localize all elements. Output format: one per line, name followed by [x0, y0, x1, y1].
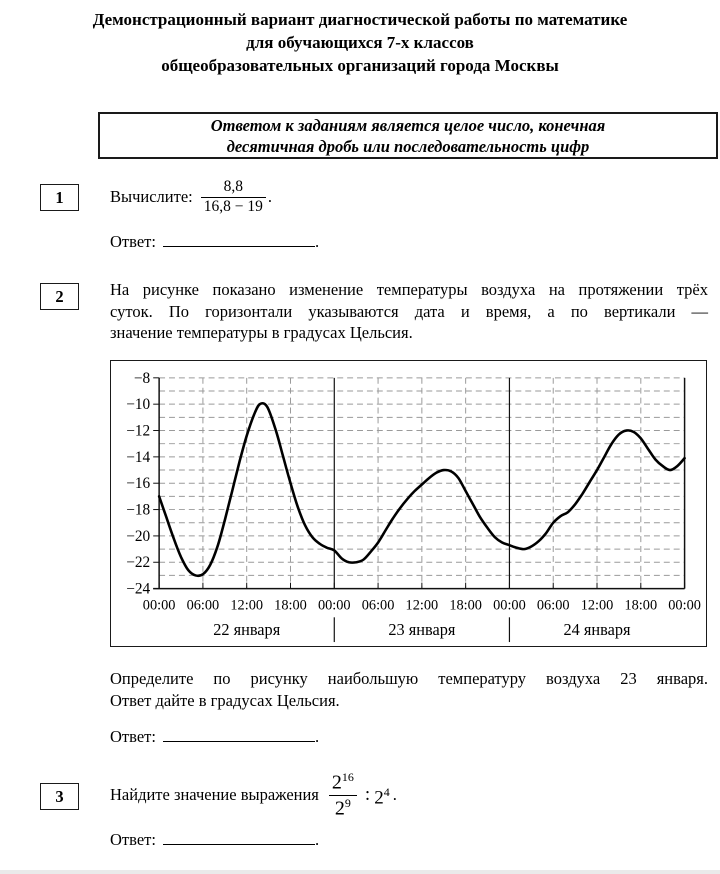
temperature-line-chart-svg: [111, 361, 706, 646]
fraction-numerator: 8,8: [223, 178, 243, 196]
problem-2-answer-line: [110, 726, 319, 747]
problem-2-number: 2: [55, 286, 64, 306]
day-label: 23 января: [388, 620, 456, 640]
x-axis-label: 00:00: [142, 597, 176, 614]
problem-1-statement: [110, 173, 272, 221]
y-axis-label: −18: [126, 501, 151, 519]
problem-3-period: .: [392, 785, 397, 805]
x-axis-label: 12:00: [580, 597, 614, 614]
problem-3-number-box: [40, 783, 79, 810]
page-bottom-edge: [0, 870, 720, 874]
fraction-denominator: $2^9$: [329, 795, 357, 820]
answer-period: .: [314, 727, 320, 746]
x-axis-label: 06:00: [186, 597, 220, 614]
x-axis-label: 00:00: [317, 597, 351, 614]
document-title: [0, 8, 720, 77]
y-axis-label: −8: [133, 369, 151, 387]
answer-period: .: [314, 232, 320, 251]
day-label: 22 января: [213, 620, 281, 640]
answer-label: Ответ:: [110, 830, 156, 849]
x-axis-label: 12:00: [230, 597, 264, 614]
answer-blank: [163, 829, 315, 845]
problem-2-text-line-3: значение температуры в градусах Цельсия.: [110, 323, 413, 342]
problem-1-prompt: Вычислите:: [110, 187, 193, 207]
fraction-numerator: $2^{16}$: [331, 769, 354, 794]
problem-2-text-line-2: суток. По горизонтали указываются дата и время, а по вертикали —: [110, 301, 708, 321]
instruction-line-1: Ответом к заданиям является целое число, конечная: [210, 115, 606, 135]
problem-2-number-box: [40, 283, 79, 310]
problem-3-fraction: [329, 771, 357, 819]
x-axis-label: 18:00: [624, 597, 658, 614]
y-axis-label: −14: [126, 448, 151, 466]
title-line-3: общеобразовательных организаций города Москвы: [161, 56, 559, 75]
problem-1-fraction: [201, 179, 266, 215]
title-line-1: Демонстрационный вариант диагностической работы по математике: [92, 10, 628, 29]
problem-2-question-line-2: Ответ дайте в градусах Цельсия.: [110, 690, 340, 710]
problem-2-statement: [110, 279, 708, 344]
y-axis-label: −12: [126, 422, 151, 440]
problem-1-period: .: [267, 187, 272, 207]
answer-label: Ответ:: [110, 232, 156, 251]
problem-3-number: 3: [55, 786, 64, 806]
x-axis-label: 18:00: [449, 597, 482, 614]
problem-3-prompt: Найдите значение выражения: [110, 785, 319, 805]
temperature-chart: [110, 360, 707, 647]
x-axis-label: 00:00: [493, 597, 526, 614]
problem-3-statement: [110, 766, 397, 824]
problem-1-number-box: [40, 184, 79, 211]
problem-3-answer-line: [110, 829, 319, 850]
problem-2-question: [110, 668, 708, 711]
x-axis-label: 12:00: [405, 597, 439, 614]
x-axis-label: 00:00: [668, 597, 701, 614]
fraction-denominator: 16,8 − 19: [201, 197, 266, 215]
instruction-line-2: десятичная дробь или последовательность цифр: [226, 136, 590, 156]
day-label: 24 января: [563, 620, 631, 640]
y-axis-label: −10: [126, 396, 151, 414]
title-line-2: для обучающихся 7-х классов: [246, 33, 474, 52]
problem-2-text-line-1: На рисунке показано изменение температуры воздуха на протяжении трёх: [110, 280, 708, 299]
problem-2-question-line-1: Определите по рисунку наибольшую температуру воздуха 23 января.: [110, 669, 708, 688]
answer-label: Ответ:: [110, 727, 156, 746]
answer-period: .: [314, 830, 320, 849]
x-axis-label: 06:00: [536, 597, 570, 614]
y-axis-label: −24: [126, 580, 151, 598]
instruction-box: [98, 112, 718, 159]
divisor-power: $2^4$: [374, 784, 390, 808]
y-axis-label: −20: [126, 527, 151, 545]
answer-blank: [163, 726, 315, 742]
problem-1-number: 1: [55, 187, 64, 207]
division-colon: :: [364, 784, 371, 806]
problem-1-answer-line: [110, 231, 319, 252]
x-axis-label: 06:00: [361, 597, 395, 614]
y-axis-label: −22: [126, 554, 151, 572]
x-axis-label: 18:00: [274, 597, 307, 614]
answer-blank: [163, 231, 315, 247]
y-axis-label: −16: [126, 475, 151, 493]
